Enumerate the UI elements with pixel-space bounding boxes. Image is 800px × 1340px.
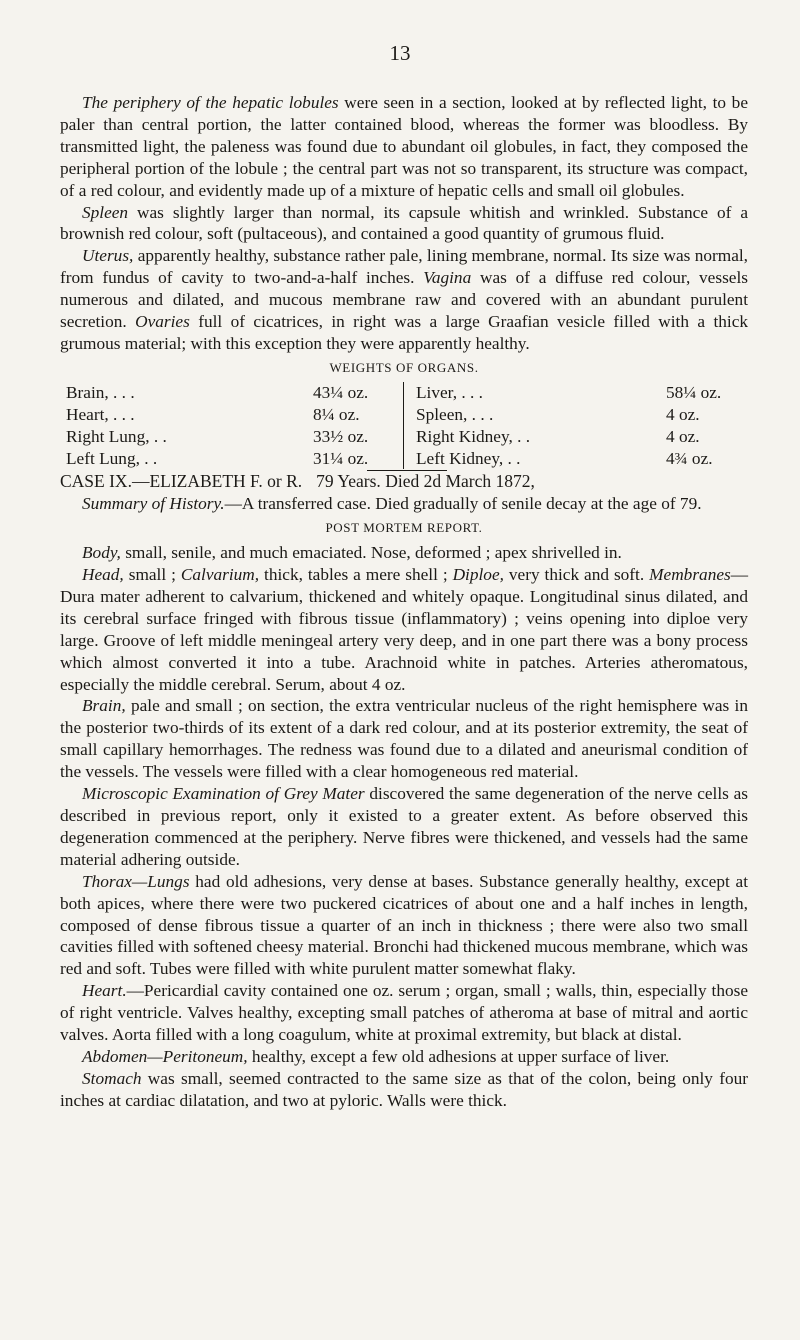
weight-row: Left Lung, . . 31¼ oz. — [66, 448, 369, 468]
paragraph-microscopic: Microscopic Examination of Grey Mater discovered the same degeneration of the nerve cells as described in previous report, only it existed to a greater extent. As before observed this degeneration commenced at the periphery. Nerve fibres were thickened, and vessels had the same material adhering outside. — [60, 784, 749, 869]
weight-row: Right Lung, . . 33½ oz. — [66, 426, 369, 446]
paragraph-uterus: Uterus, apparently healthy, substance rather pale, lining membrane, normal. Its size was normal, from fundus of cavity to two-and-a-half inches. Vagina was of a diffuse red colour, vessels numerous and dilated, and mucous membrane raw and covered with an abundant purulent secretion. Ovaries full of cicatrices, in right was a large Graafian vesicle filled with a thick grumous material; with this exception they were apparently healthy. — [60, 246, 748, 353]
paragraph-spleen: Spleen was slightly larger than normal, its capsule whitish and wrinkled. Substance of a brownish red colour, soft (pultaceous), and contained a good quantity of grumous fluid. — [60, 202, 748, 244]
paragraph-heart: Heart.—Pericardial cavity contained one oz. serum ; organ, small ; walls, thin, especially those of right ventricle. Valves healthy, excepting small patches of atheroma at base of mitral and aortic valves. Aorta filled with a long coagulum, white at proximal extremity, but black at distal. — [60, 981, 748, 1045]
paragraph-thorax: Thorax—Lungs had old adhesions, very dense at bases. Substance generally healthy, except at both apices, where there were two puckered cicatrices of about one and a half inches in length, composed of dense fibrous tissue a quarter of an inch in thickness ; there were also two small cavities filled with softened cheesy material. Bronchi had thickened mucous membrane, which was red and soft. Tubes were filled with white purulent matter somewhat flaky. — [60, 871, 748, 979]
post-mortem-heading: POST MORTEM REPORT. — [325, 520, 483, 536]
weight-row: Left Kidney, . . 4¾ oz. — [416, 448, 713, 468]
case-heading: CASE IX.—ELIZABETH F. or R. 79 Years. Died 2d March 1872, — [60, 471, 535, 492]
summary-of-history: Summary of History.—A transferred case. Died gradually of senile decay at the age of 79. — [82, 494, 702, 514]
weights-left-column — [60, 382, 404, 470]
page-number: 13 — [389, 41, 411, 65]
paragraph-stomach: Stomach was small, seemed contracted to the same size as that of the colon, being only four inches at cardiac dilatation, and two at pyloric. Walls were thick. — [60, 1068, 748, 1110]
weight-row: Spleen, . . . 4 oz. — [416, 404, 700, 424]
paragraph-brain: Brain, pale and small ; on section, the extra ventricular nucleus of the right hemisphere was in the posterior two-thirds of its extent of a dark red colour, and at its posterior extremity, the seat of small capillary hemorrhages. The redness was found due to a dilated and aneurismal condition of the vessels. The vessels were filled with a clear homogeneous red material. — [60, 696, 748, 782]
weights-right-column — [404, 382, 748, 470]
weight-row: Heart, . . . 8¼ oz. — [66, 404, 360, 424]
paragraph-head: Head, small ; Calvarium, thick, tables a mere shell ; Diploe, very thick and soft. Membranes—Dura mater adherent to calvarium, thickened and whitely opaque. Longitudinal sinus dilated, and its cerebral surface fringed with fibrous tissue (inflammatory) ; veins opening into diploe very large. Groove of left middle meningeal artery very deep, and in one part there was a bony process which almost converted it into a tube. Arachnoid white in patches. Arteries atheromatous, especially the middle cerebral. Serum, about 4 oz. — [60, 565, 749, 694]
paragraph-body: Body, small, senile, and much emaciated. Nose, deformed ; apex shrivelled in. — [82, 543, 622, 563]
weights-table — [60, 382, 748, 470]
weights-heading: WEIGHTS OF ORGANS. — [329, 359, 479, 375]
weight-row: Liver, . . . 58¼ oz. — [416, 382, 722, 402]
weight-row: Brain, . . . 43¼ oz. — [66, 382, 369, 402]
paragraph-abdomen: Abdomen—Peritoneum, healthy, except a few old adhesions at upper surface of liver. — [82, 1046, 670, 1066]
paragraph-hepatic-lobules: The periphery of the hepatic lobules were seen in a section, looked at by reflected light, to be paler than central portion, the latter contained blood, whereas the former was bloodless. By transmitted light, the paleness was found due to abundant oil globules, in fact, they composed the peripheral portion of the lobule ; the central part was not so transparent, its structure was compact, of a red colour, and evidently made up of a mixture of hepatic cells and small oil globules. — [60, 93, 748, 200]
body-text — [60, 92, 748, 1112]
weight-row: Right Kidney, . . 4 oz. — [416, 426, 700, 446]
